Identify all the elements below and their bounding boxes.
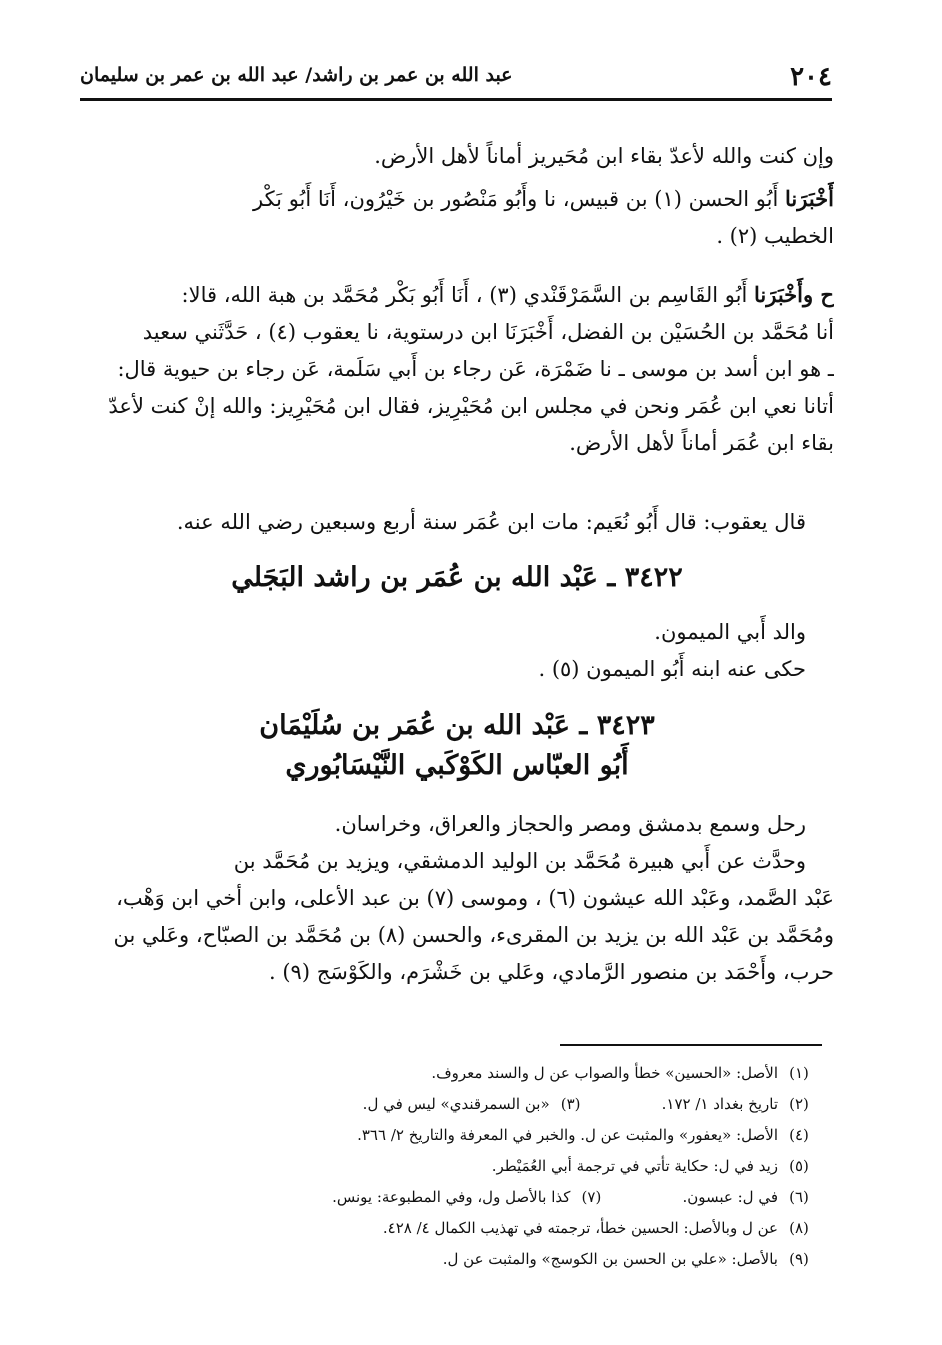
entry-3422-text bbox=[80, 614, 834, 688]
paragraph-1-line: وإن كنت والله لأعدّ بقاء ابن مُحَيريز أماناً لأهل الأرض. bbox=[374, 144, 834, 168]
footnote-number: (٩) bbox=[789, 1250, 809, 1268]
footnote-text: الأصل: «الحسين» خطأ والصواب عن ل والسند معروف. bbox=[431, 1064, 778, 1082]
entry-heading-3423-line-1: ٣٤٢٣ ـ عَبْد الله بن عُمَر بن سُلَيْمَان bbox=[259, 710, 655, 741]
footnote bbox=[80, 1213, 820, 1244]
footnote-text: الأصل: «يعفور» والمثبت عن ل. والخبر في المعرفة والتاريخ ٢/ ٣٦٦. bbox=[357, 1126, 778, 1144]
footnote-text: بالأصل: «علي بن الحسن بن الكوسج» والمثبت عن ل. bbox=[442, 1250, 778, 1268]
footnote-gap bbox=[612, 1182, 682, 1213]
paragraph-3-lead: ح وأَخْبَرَنا bbox=[754, 282, 834, 307]
paragraph-3 bbox=[80, 276, 834, 462]
footnote-number: (٨) bbox=[789, 1219, 809, 1237]
entry-3423-line-5: حرب، وأَحْمَد بن منصور الرَّمادي، وعَلي بن خَشْرَم، والكَوْسَج (٩) . bbox=[269, 960, 834, 984]
paragraph-2 bbox=[80, 180, 834, 255]
footnote bbox=[80, 1058, 820, 1089]
footnote-number: (١) bbox=[789, 1064, 809, 1082]
paragraph-3-line-1 bbox=[80, 276, 834, 314]
paragraph-4-line: قال يعقوب: قال أَبُو نُعَيم: مات ابن عُمَر سنة أربع وسبعين رضي الله عنه. bbox=[176, 510, 806, 534]
paragraph-2-line-2: الخطيب (٢) . bbox=[716, 224, 834, 248]
footnote-number: (٢) bbox=[789, 1095, 809, 1113]
running-title: عبد الله بن عمر بن راشد/ عبد الله بن عمر بن سليمان bbox=[80, 64, 513, 86]
entry-heading-3423-line-2: أَبُو العبّاس الكَوْكَبي النَّيْسَابُوري bbox=[285, 750, 629, 781]
footnote-text: في ل: عبسون. bbox=[682, 1188, 778, 1206]
footnote bbox=[80, 1151, 820, 1182]
footnote-text: تاريخ بغداد ١/ ١٧٢. bbox=[661, 1095, 778, 1113]
footnote-text: كذا بالأصل ول، وفي المطبوعة: يونس. bbox=[332, 1188, 571, 1206]
footnote bbox=[80, 1244, 820, 1275]
footnote bbox=[80, 1120, 820, 1151]
footnote bbox=[80, 1089, 820, 1120]
paragraph-3-line-4: أتانا نعي ابن عُمَر ونحن في مجلس ابن مُحَيْرِيز، فقال ابن مُحَيْرِيز: والله إنْ كنت لأعدّ bbox=[108, 394, 834, 418]
paragraph-3-line-2: أنا مُحَمَّد بن الحُسَيْن بن الفضل، أَخْبَرَنَا ابن درستوية، نا يعقوب (٤) ، حَدَّثَني سعيد bbox=[142, 320, 834, 344]
entry-3422-line-1: والد أَبي الميمون. bbox=[654, 620, 806, 644]
footnote bbox=[80, 1182, 820, 1213]
paragraph-1 bbox=[80, 138, 834, 175]
paragraph-2-line-1 bbox=[80, 180, 834, 218]
footnote-number: (٥) bbox=[789, 1157, 809, 1175]
paragraph-3-line-3: ـ هو ابن أسد بن موسى ـ نا ضَمْرَة، عَن رجاء بن أَبي سَلَمة، عَن رجاء بن حيوية قال: bbox=[117, 357, 834, 381]
entry-3423-line-4: ومُحَمَّد بن عَبْد الله بن يزيد بن المقرىء، والحسن (٨) بن مُحَمَّد بن الصبّاح، وعَلي بن bbox=[113, 923, 834, 947]
page-number: ٢٠٤ bbox=[790, 62, 832, 92]
footnotes bbox=[80, 1058, 820, 1275]
entry-3422-line-2: حكى عنه ابنه أَبُو الميمون (٥) . bbox=[538, 657, 806, 681]
footnote-text: عن ل وبالأصل: الحسين خطأ، ترجمته في تهذيب الكمال ٤/ ٤٢٨. bbox=[382, 1219, 778, 1237]
footnote-text: زيد في ل: حكاية تأتي في ترجمة أبي العُمَيْطر. bbox=[491, 1157, 778, 1175]
footnote-text: «بن السمرقندي» ليس في ل. bbox=[362, 1095, 550, 1113]
entry-heading-3422: ٣٤٢٢ ـ عَبْد الله بن عُمَر بن راشد البَجَلي bbox=[231, 562, 683, 593]
page-header bbox=[80, 58, 832, 101]
paragraph-3-line-1-text: أَبُو القَاسِم بن السَّمَرْقَنْدي (٣) ، أَنَا أَبُو بَكْر مُحَمَّد بن هبة الله، قالا: bbox=[181, 283, 748, 307]
footnote-number: (٤) bbox=[789, 1126, 809, 1144]
paragraph-2-line-1-text: أَبُو الحسن (١) بن قبيس، نا وأَبُو مَنْصُور بن خَيْرُون، أَنَا أَبُو بَكْر bbox=[253, 187, 779, 211]
paragraph-3-line-5: بقاء ابن عُمَر أماناً لأهل الأرض. bbox=[569, 431, 834, 455]
footnote-number: (٧) bbox=[581, 1188, 602, 1206]
footnote-number: (٦) bbox=[789, 1188, 809, 1206]
entry-3423-line-3: عَبْد الصَّمد، وعَبْد الله عيشون (٦) ، وموسى (٧) بن عبد الأعلى، وابن أخي ابن وَهْب، bbox=[116, 886, 834, 910]
entry-3423-text bbox=[80, 806, 834, 991]
entry-heading-3423 bbox=[80, 706, 834, 786]
footnote-gap bbox=[592, 1089, 662, 1120]
paragraph-4 bbox=[80, 504, 834, 541]
footnote-number: (٣) bbox=[560, 1095, 581, 1113]
entry-3423-line-1: رحل وسمع بدمشق ومصر والحجاز والعراق، وخراسان. bbox=[334, 812, 806, 836]
paragraph-2-lead: أَخْبَرَنا bbox=[785, 186, 834, 211]
entry-3423-line-2: وحدَّث عن أَبي هبيرة مُحَمَّد بن الوليد الدمشقي، ويزيد بن مُحَمَّد بن bbox=[233, 849, 806, 873]
footnote-separator bbox=[560, 1044, 822, 1046]
